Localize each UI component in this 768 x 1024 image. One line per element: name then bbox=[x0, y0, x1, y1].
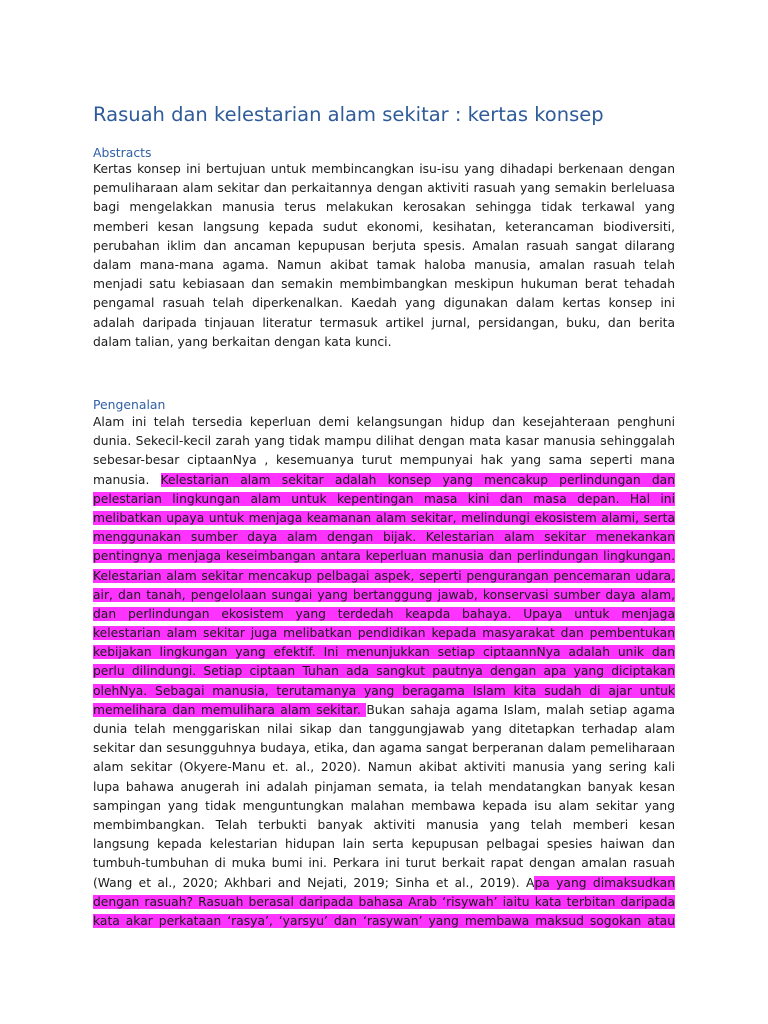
highlighted-text: melibatkan upaya untuk menjaga keamanan alam sekitar, melindungi ekosistem alami, serta bbox=[93, 510, 675, 525]
plain-text: sebesar-besar ciptaanNya , kesemuanya turut mempunyai hak yang sama seperti mana bbox=[93, 453, 675, 468]
intro-line bbox=[93, 451, 675, 470]
plain-text: sampingan yang tidak menguntungkan malahan membawa kepada isu alam sekitar yang bbox=[93, 798, 675, 813]
abstract-line: dalam mana-mana agama. Namun akibat tamak haloba manusia, amalan rasuah telah bbox=[93, 257, 675, 272]
intro-line bbox=[93, 547, 675, 566]
abstract-line: perubahan iklim dan ancaman kepupusan berjuta spesis. Amalan rasuah sangat dilarang bbox=[93, 238, 675, 253]
plain-text: langsung kepada kelestarian hidupan lain serta kepupusan pelbagai spesies haiwan dan bbox=[93, 837, 675, 852]
abstract-line: adalah daripada tinjauan literatur termasuk artikel jurnal, persidangan, buku, dan berita bbox=[93, 315, 675, 330]
intro-line bbox=[93, 720, 675, 739]
highlighted-text: kata akar perkataan ‘rasya’, ‘yarsyu’ dan ‘rasywan’ yang membawa maksud sogokan atau bbox=[93, 913, 675, 928]
abstract-line: dalam talian, yang berkaitan dengan kata kunci. bbox=[93, 334, 392, 349]
intro-paragraph bbox=[93, 413, 675, 931]
highlighted-text: Kelestarian alam sekitar adalah konsep yang mencakup perlindungan dan bbox=[160, 472, 675, 487]
plain-text: lupa bahawa anugerah ini adalah pinjaman semata, ia telah mendatangkan banyak kesan bbox=[93, 779, 675, 794]
abstract-line: pengamal rasuah telah diperkenalkan. Kaedah yang digunakan dalam kertas konsep ini bbox=[93, 296, 675, 311]
highlighted-text: pelestarian lingkungan alam untuk kepentingan masa kini dan masa depan. Hal ini bbox=[93, 491, 675, 506]
plain-text: Alam ini telah tersedia keperluan demi kelangsungan hidup dan kesejahteraan penghuni bbox=[93, 415, 675, 429]
intro-line bbox=[93, 567, 675, 586]
intro-line bbox=[93, 662, 675, 681]
intro-line bbox=[93, 893, 675, 912]
intro-line bbox=[93, 528, 675, 547]
highlighted-text: perlu dilindungi. Setiap ciptaan Tuhan ada sangkut pautnya dengan apa yang diciptakan bbox=[93, 664, 675, 679]
intro-heading: Pengenalan bbox=[93, 397, 166, 412]
intro-line bbox=[93, 643, 675, 662]
intro-line bbox=[93, 586, 675, 605]
intro-line bbox=[93, 835, 675, 854]
highlighted-text: pentingnya menjaga keseimbangan antara keperluan manusia dan perlindungan lingkungan. bbox=[93, 549, 675, 564]
intro-line bbox=[93, 778, 675, 797]
intro-line bbox=[93, 490, 675, 509]
highlighted-text: menggunakan sumber daya alam dengan bijak. Kelestarian alam sekitar menekankan bbox=[93, 530, 675, 545]
highlighted-text: pa yang dimaksudkan bbox=[534, 875, 675, 890]
intro-line bbox=[93, 432, 675, 451]
document-title: Rasuah dan kelestarian alam sekitar : kertas konsep bbox=[93, 103, 604, 126]
intro-line bbox=[93, 413, 675, 432]
highlighted-text: olehNya. Sebagai manusia, terutamanya yang beragama Islam kita sudah di ajar untuk bbox=[93, 683, 675, 698]
plain-text: dunia. Sekecil-kecil zarah yang tidak mampu dilihat dengan mata kasar manusia sehinggalah bbox=[93, 434, 675, 449]
abstract-line: menjadi satu kebiasaan dan semakin membimbangkan meskipun hukuman berat tehadah bbox=[93, 277, 675, 292]
intro-line bbox=[93, 624, 675, 643]
abstract-line: Kertas konsep ini bertujuan untuk membincangkan isu-isu yang dihadapi berkenaan dengan bbox=[93, 162, 675, 176]
abstract-line: pemuliharaan alam sekitar dan perkaitannya dengan aktiviti rasuah yang semakin berleluasa bbox=[93, 181, 675, 196]
abstract-line: memberi kesan langsung kepada sudut ekonomi, kesihatan, keterancaman biodiversiti, bbox=[93, 219, 675, 234]
intro-line bbox=[93, 816, 675, 835]
plain-text: sekitar dan sesungguhnya budaya, etika, dan agama sangat berperanan dalam pemeliharaan bbox=[93, 741, 675, 756]
abstract-paragraph bbox=[93, 160, 675, 352]
plain-text: alam sekitar (Okyere-Manu et. al., 2020). Namun akibat aktiviti manusia yang sering kali bbox=[93, 760, 675, 775]
intro-line bbox=[93, 605, 675, 624]
highlighted-text: air, dan tanah, pengelolaan sungai yang bertanggung jawab, konservasi sumber daya alam, bbox=[93, 587, 675, 602]
highlighted-text: dengan rasuah? Rasuah berasal daripada bahasa Arab ‘risywah’ iaitu kata terbitan daripada bbox=[93, 894, 675, 909]
intro-line bbox=[93, 797, 675, 816]
highlighted-text: memelihara dan memulihara alam sekitar. bbox=[93, 702, 367, 717]
intro-line bbox=[93, 739, 675, 758]
intro-line bbox=[93, 874, 675, 893]
highlighted-text: Kelestarian alam sekitar mencakup pelbagai aspek, seperti pengurangan pencemaran udara, bbox=[93, 568, 675, 583]
plain-text: (Wang et al., 2020; Akhbari and Nejati, 2019; Sinha et al., 2019). A bbox=[93, 875, 535, 890]
intro-line bbox=[93, 854, 675, 873]
plain-text: membimbangkan. Telah terbukti banyak aktiviti manusia yang telah memberi kesan bbox=[93, 817, 675, 832]
highlighted-text: dan perlindungan ekosistem yang terdedah keapda bahaya. Upaya untuk menjaga bbox=[93, 606, 675, 621]
intro-line bbox=[93, 701, 675, 720]
highlighted-text: kebijakan lingkungan yang efektif. Ini menunjukkan setiap ciptaannNya adalah unik dan bbox=[93, 645, 675, 660]
plain-text: manusia. bbox=[93, 472, 161, 487]
intro-line bbox=[93, 471, 675, 490]
plain-text: dunia telah menggariskan nilai sikap dan tanggungjawab yang ditetapkan terhadap alam bbox=[93, 722, 675, 736]
plain-text: Bukan sahaja agama Islam, malah setiap agama bbox=[366, 702, 675, 717]
intro-line bbox=[93, 682, 675, 701]
intro-line bbox=[93, 509, 675, 528]
intro-line bbox=[93, 758, 675, 777]
intro-line bbox=[93, 912, 675, 931]
abstract-line: bagi mengelakkan manusia terus melakukan kerosakan sehingga tidak terkawal yang bbox=[93, 200, 675, 215]
plain-text: tumbuh-tumbuhan di muka bumi ini. Perkara ini turut berkait rapat dengan amalan rasuah bbox=[93, 856, 675, 871]
abstract-heading: Abstracts bbox=[93, 145, 152, 160]
highlighted-text: kelestarian alam sekitar juga melibatkan pendidikan kepada masyarakat dan pembentukan bbox=[93, 626, 675, 641]
